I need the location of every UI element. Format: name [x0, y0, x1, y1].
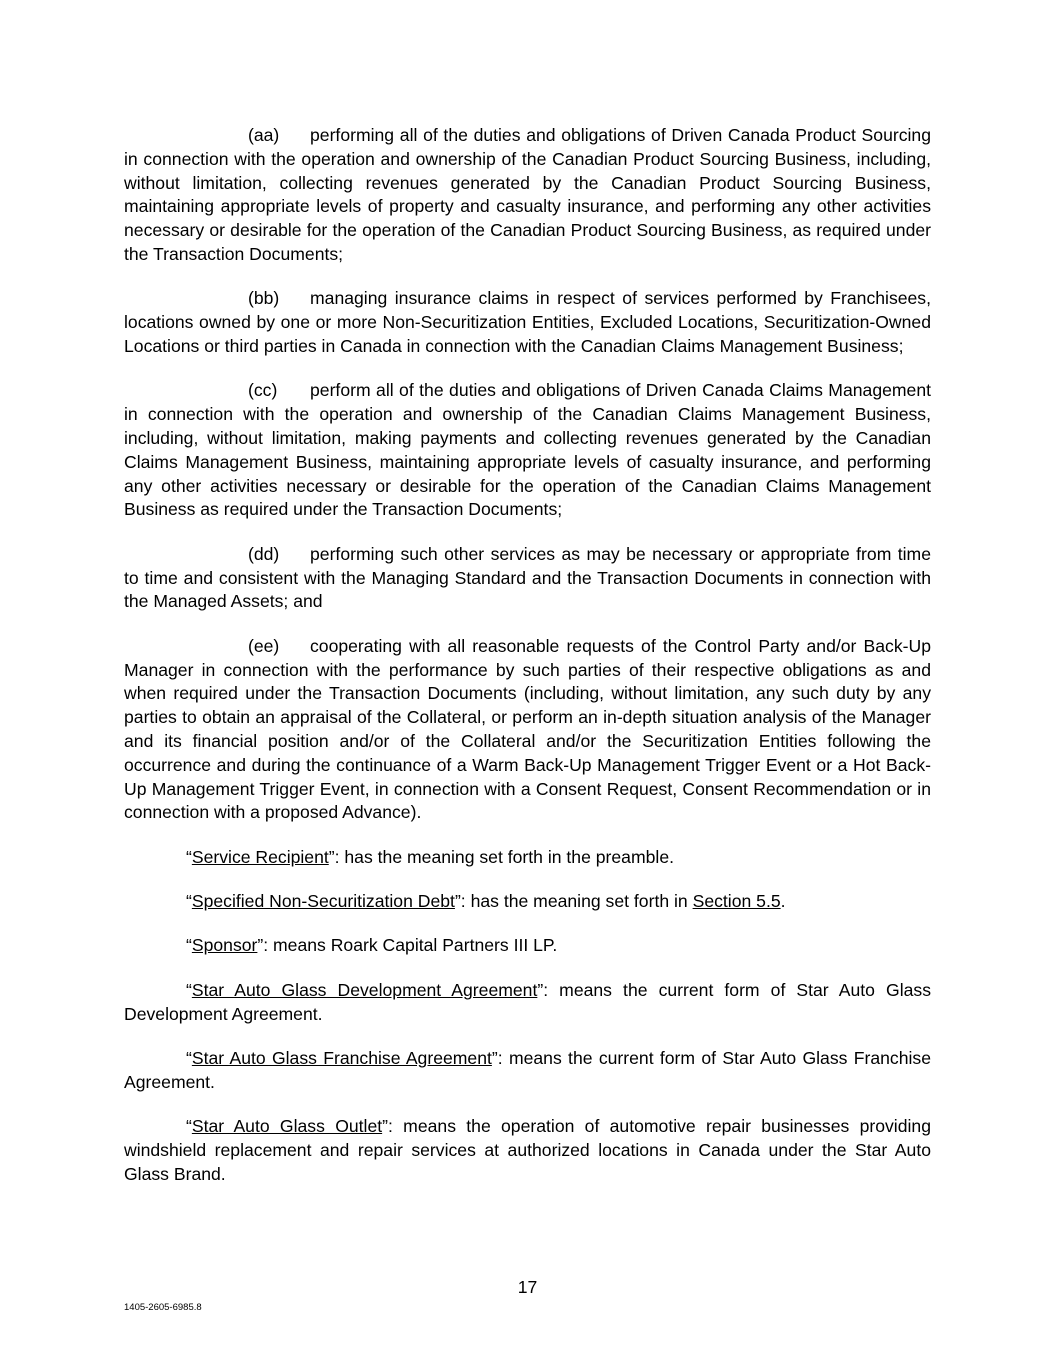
- subsection-text: perform all of the duties and obligations of Driven Canada Claims Management in connection with the operation and ownership of the Canadian Claims Management Business, including, without limitation, making payments and collecting revenues generated by the Canadian Claims Management Business, maintaining appropriate levels of casualty insurance, and performing any other activities necessary or desirable for the operation of the Canadian Claims Management Business as required under the Transaction Documents;: [124, 380, 931, 520]
- subsection-text: cooperating with all reasonable requests of the Control Party and/or Back-Up Manager in connection with the performance by such parties of their respective obligations as and when required under the Transaction Documents (including, without limitation, any such duty by any parties to obtain an appraisal of the Collateral, or perform an in-depth situation analysis of the Manager and its financial position and/or of the Collateral and/or the Securitization Entities following the occurrence and during the continuance of a Warm Back-Up Management Trigger Event or a Hot Back-Up Management Trigger Event, in connection with a Consent Request, Consent Recommendation or in connection with a proposed Advance).: [124, 635, 931, 823]
- defined-term: Star Auto Glass Outlet: [191, 1116, 383, 1137]
- subsection-label: (dd): [248, 543, 280, 564]
- subsection-label: (bb): [248, 288, 280, 309]
- open-quote: “: [186, 1116, 192, 1137]
- close-quote: ”: [454, 891, 461, 912]
- definition-text: : means the current form of Star Auto Glass Development Agreement.: [124, 979, 931, 1024]
- close-quote: ”: [257, 935, 264, 956]
- subsection-text: performing all of the duties and obligations of Driven Canada Product Sourcing in connection with the operation and ownership of the Canadian Product Sourcing Business, including, without limitation, collecting revenues generated by the Canadian Product Sourcing Business, maintaining appropriate levels of property and casualty insurance, and performing any other activities necessary or desirable for the operation of the Canadian Product Sourcing Business, as required under the Transaction Documents;: [124, 125, 931, 264]
- definition-star-auto-glass-outlet: [124, 1115, 931, 1186]
- definition-text: : has the meaning set forth in: [460, 891, 693, 912]
- subsection-label: (cc): [248, 380, 278, 401]
- open-quote: “: [186, 1048, 192, 1069]
- open-quote: “: [186, 891, 192, 912]
- definition-specified-non-securitization-debt: [124, 890, 931, 914]
- open-quote: “: [186, 935, 192, 956]
- close-quote: ”: [537, 979, 544, 1000]
- close-quote: ”: [382, 1116, 388, 1137]
- definition-text: : means the current form of Star Auto Glass Franchise Agreement.: [124, 1048, 931, 1092]
- subsection-cc: [124, 379, 931, 522]
- definition-text: : has the meaning set forth in the preamble.: [334, 846, 674, 867]
- defined-term: Specified Non-Securitization Debt: [191, 891, 455, 912]
- open-quote: “: [186, 846, 192, 867]
- subsection-aa: [124, 124, 931, 267]
- definition-text: : means Roark Capital Partners III LP.: [263, 935, 558, 956]
- document-body: [124, 124, 931, 1207]
- definition-end: .: [780, 891, 786, 912]
- page-number: 17: [517, 1277, 538, 1297]
- document-id: 1405-2605-6985.8: [124, 1302, 202, 1313]
- defined-term: Star Auto Glass Franchise Agreement: [191, 1048, 492, 1069]
- defined-term: Service Recipient: [191, 846, 329, 867]
- subsection-text: performing such other services as may be necessary or appropriate from time to time and consistent with the Managing Standard and the Transaction Documents in connection with the Managed Assets; and: [124, 543, 931, 612]
- subsection-label: (ee): [248, 635, 280, 656]
- subsection-dd: [124, 543, 931, 614]
- close-quote: ”: [491, 1048, 498, 1069]
- open-quote: “: [186, 979, 192, 1000]
- definition-star-auto-glass-franchise-agreement: [124, 1047, 931, 1095]
- subsection-label: (aa): [248, 125, 280, 145]
- close-quote: ”: [328, 846, 335, 867]
- section-reference: Section 5.5: [692, 891, 781, 912]
- subsection-text: managing insurance claims in respect of services performed by Franchisees, locations owned by one or more Non-Securitization Entities, Excluded Locations, Securitization-Owned Locations or third parties in Canada in connection with the Canadian Claims Management Business;: [124, 288, 931, 356]
- subsection-ee: [124, 635, 931, 825]
- subsection-bb: [124, 287, 931, 358]
- definition-text: : means the operation of automotive repair businesses providing windshield replacement and repair services at authorized locations in Canada under the Star Auto Glass Brand.: [124, 1116, 931, 1184]
- definition-service-recipient: [124, 846, 931, 870]
- definition-sponsor: [124, 934, 931, 958]
- definition-star-auto-glass-development-agreement: [124, 979, 931, 1027]
- defined-term: Sponsor: [191, 935, 258, 956]
- defined-term: Star Auto Glass Development Agreement: [191, 979, 538, 1000]
